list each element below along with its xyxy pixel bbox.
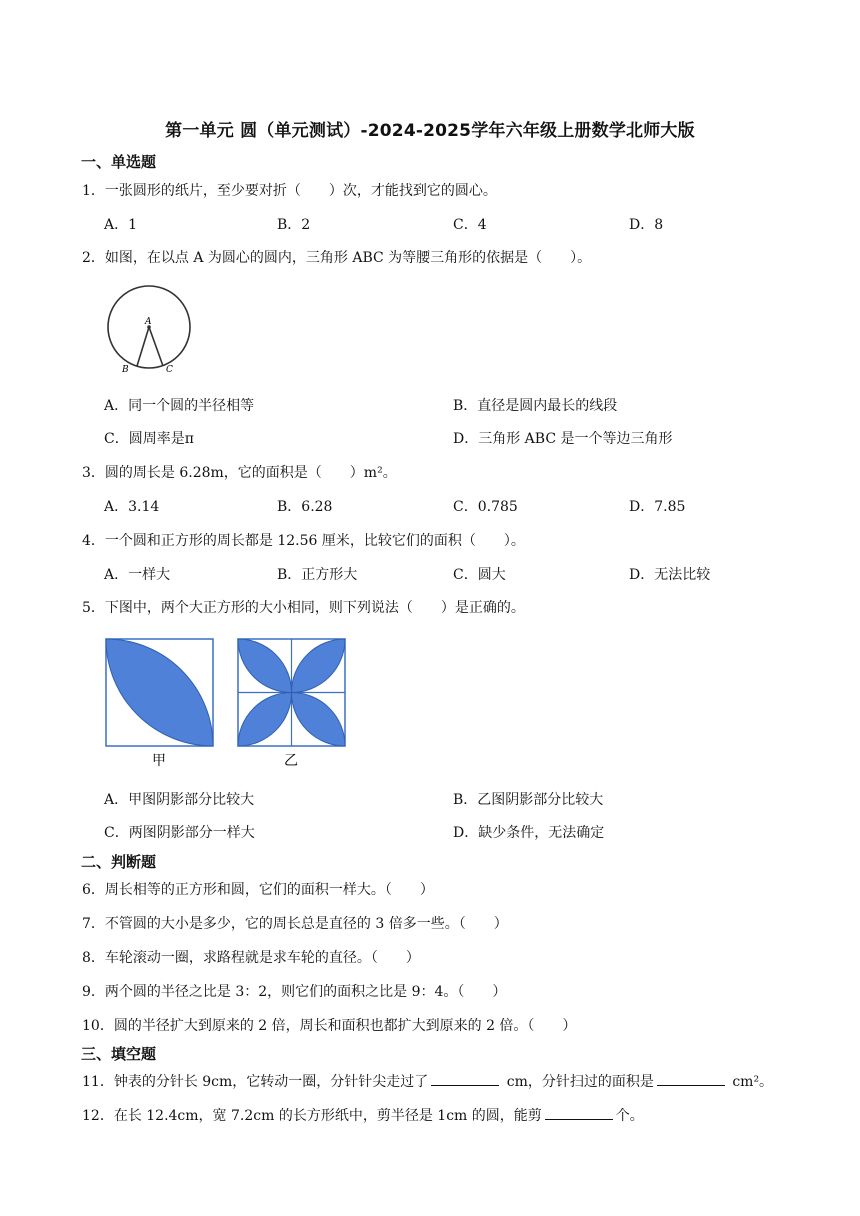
label-yi: 乙 — [284, 753, 298, 769]
question-3-stem: 3．圆的周长是 6.28m，它的面积是（ ）m²。 — [82, 465, 397, 481]
question-1-option-c: C．4 — [453, 217, 487, 233]
question-11-part-3: cm²。 — [727, 1074, 774, 1090]
question-5-option-d: D．缺少条件，无法确定 — [453, 825, 605, 841]
question-4-stem: 4．一个圆和正方形的周长都是 12.56 厘米，比较它们的面积（ ）。 — [82, 533, 525, 549]
shaded-leaf-bottom-right — [292, 693, 346, 747]
question-12 — [82, 1105, 644, 1125]
question-1-option-d: D．8 — [629, 217, 664, 233]
answer-blank-11b[interactable] — [657, 1072, 725, 1086]
answer-blank-12[interactable] — [545, 1106, 613, 1120]
question-3-option-d: D．7.85 — [629, 499, 686, 515]
question-6: 6．周长相等的正方形和圆，它们的面积一样大。（ ） — [82, 882, 434, 898]
label-jia: 甲 — [152, 753, 166, 769]
question-2-stem: 2．如图，在以点 A 为圆心的圆内，三角形 ABC 为等腰三角形的依据是（ ）。 — [82, 250, 592, 266]
question-8: 8．车轮滚动一圈，求路程就是求车轮的直径。（ ） — [82, 950, 420, 966]
question-1-option-b: B．2 — [277, 217, 311, 233]
section-heading-single-choice: 一、单选题 — [81, 153, 157, 171]
label-b: B — [122, 365, 129, 375]
question-12-part-1: 12．在长 12.4cm，宽 7.2cm 的长方形纸中，剪半径是 1cm 的圆，能剪 — [82, 1108, 542, 1124]
question-4-option-d: D．无法比较 — [629, 567, 711, 583]
section-heading-true-false: 二、判断题 — [81, 853, 157, 871]
question-1-option-a: A．1 — [104, 217, 138, 233]
question-7: 7．不管圆的大小是多少，它的周长总是直径的 3 倍多一些。（ ） — [82, 916, 508, 932]
shaded-leaf-jia — [106, 639, 213, 746]
label-a: A — [145, 317, 152, 327]
section-heading-fill-blank: 三、填空题 — [81, 1045, 157, 1063]
question-2-option-c: C．圆周率是π — [104, 431, 194, 447]
question-3-option-b: B．6.28 — [277, 499, 333, 515]
question-4-option-b: B．正方形大 — [277, 567, 358, 583]
figure-yi-svg — [237, 638, 349, 770]
question-10: 10．圆的半径扩大到原来的 2 倍，周长和面积也都扩大到原来的 2 倍。（ ） — [82, 1018, 577, 1034]
question-5-option-a: A．甲图阴影部分比较大 — [104, 792, 255, 808]
question-11 — [82, 1071, 773, 1091]
page-title: 第一单元 圆（单元测试）-2024-2025学年六年级上册数学北师大版 — [165, 121, 695, 141]
circle-triangle-figure — [104, 281, 196, 375]
question-2-option-a: A．同一个圆的半径相等 — [104, 398, 255, 414]
question-3-option-a: A．3.14 — [104, 499, 160, 515]
shaded-leaf-bottom-left — [238, 693, 292, 747]
label-c: C — [166, 365, 173, 375]
question-2-option-d: D．三角形 ABC 是一个等边三角形 — [453, 431, 673, 447]
question-9: 9．两个圆的半径之比是 3：2，则它们的面积之比是 9：4。（ ） — [82, 984, 507, 1000]
question-5-option-b: B．乙图阴影部分比较大 — [453, 792, 604, 808]
segment-ac — [149, 327, 163, 366]
question-4-option-c: C．圆大 — [453, 567, 506, 583]
shaded-leaf-top-left — [238, 639, 292, 693]
circle-triangle-svg — [104, 281, 196, 375]
figure-jia — [105, 638, 217, 770]
question-12-part-2: 个。 — [615, 1108, 644, 1124]
segment-ab — [137, 327, 149, 366]
question-3-option-c: C．0.785 — [453, 499, 518, 515]
figure-yi — [237, 638, 349, 770]
shaded-leaf-top-right — [292, 639, 346, 693]
question-2-option-b: B．直径是圆内最长的线段 — [453, 398, 618, 414]
figure-jia-svg — [105, 638, 217, 770]
question-1-stem: 1．一张圆形的纸片，至少要对折（ ）次，才能找到它的圆心。 — [82, 183, 497, 199]
question-4-option-a: A．一样大 — [104, 567, 171, 583]
question-11-part-1: 11．钟表的分针长 9cm，它转动一圈，分针针尖走过了 — [82, 1074, 429, 1090]
question-5-stem: 5．下图中，两个大正方形的大小相同，则下列说法（ ）是正确的。 — [82, 600, 525, 616]
question-5-option-c: C．两图阴影部分一样大 — [104, 825, 255, 841]
question-11-part-2: cm，分针扫过的面积是 — [502, 1074, 654, 1090]
answer-blank-11a[interactable] — [431, 1072, 499, 1086]
